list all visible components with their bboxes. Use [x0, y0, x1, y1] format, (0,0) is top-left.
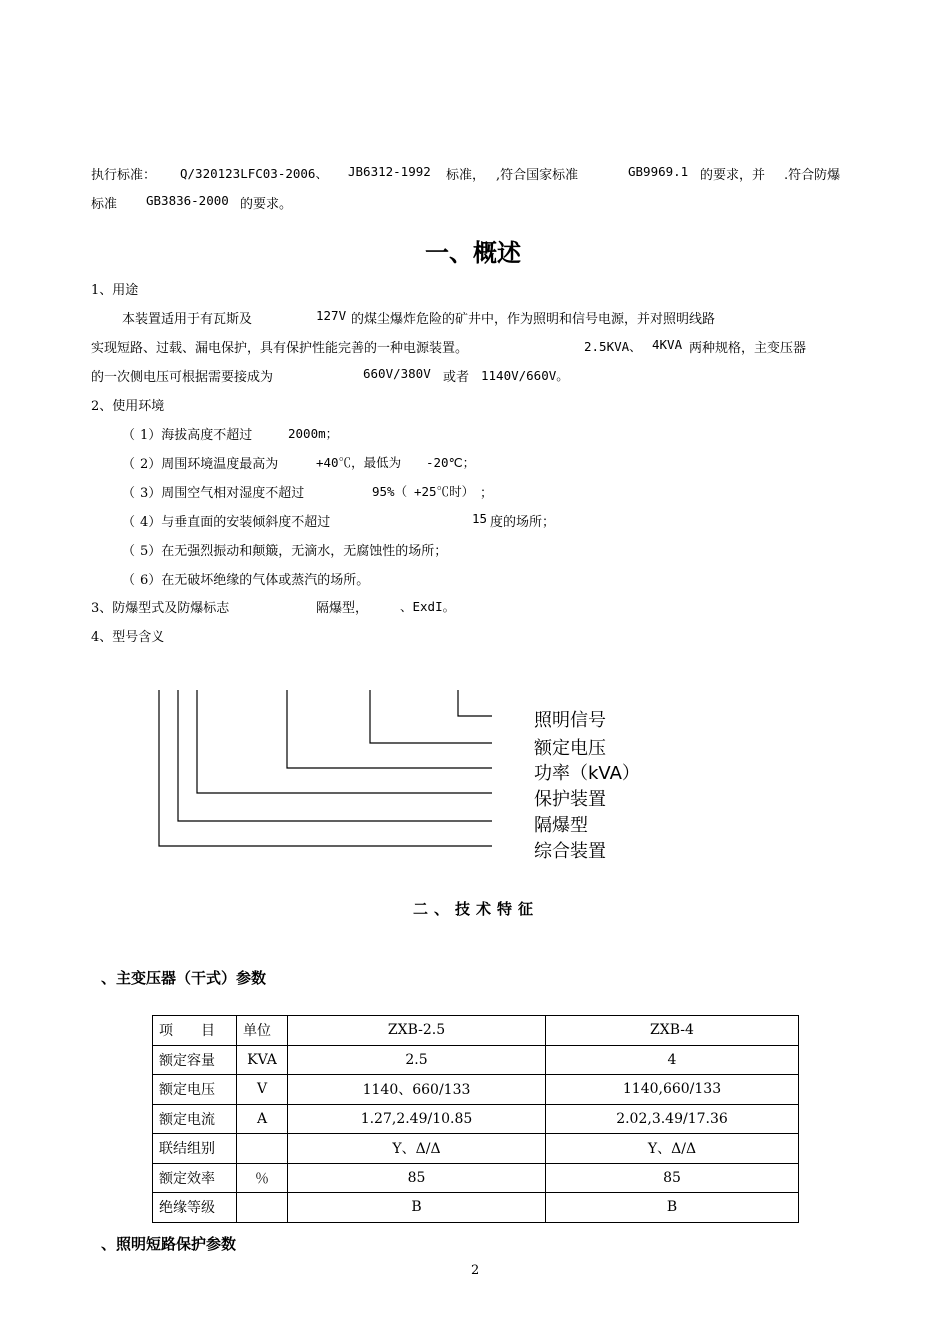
- body-text: 实现短路、过载、漏电保护，具有保护性能完善的一种电源装置。: [91, 341, 469, 356]
- table-row: [153, 1134, 799, 1164]
- body-text: 1140V/660V。: [481, 368, 569, 383]
- legend-label: 功率（kVA）: [534, 763, 640, 784]
- list-item: （: [122, 486, 136, 501]
- list-item: （: [122, 515, 136, 530]
- table-header-cell: 单位: [237, 1016, 288, 1046]
- intro-text: 标准: [91, 197, 118, 212]
- table-cell: 85: [288, 1163, 546, 1193]
- intro-text: JB6312-1992: [348, 164, 431, 179]
- body-text: 的煤尘爆炸危险的矿井中，作为照明和信号电源，并对照明线路: [351, 312, 716, 327]
- body-text: 的一次侧电压可根据需要接成为: [91, 370, 274, 385]
- list-item: +40℃，最低为: [316, 455, 402, 470]
- bracket-line: [287, 690, 492, 768]
- table-cell: 额定效率: [153, 1163, 237, 1193]
- list-item: （: [122, 573, 136, 588]
- table-row: [153, 1193, 799, 1223]
- legend-label: 综合装置: [534, 841, 606, 862]
- table-header-cell: 项 目: [153, 1016, 237, 1046]
- table-cell: Y、Δ/Δ: [288, 1134, 546, 1164]
- intro-text: 执行标准：: [91, 168, 157, 183]
- list-item: （: [122, 457, 136, 472]
- table-row: [153, 1075, 799, 1105]
- section-title: 一、概述: [425, 239, 521, 267]
- table-cell: 额定电流: [153, 1104, 237, 1134]
- legend-label: 隔爆型: [534, 815, 588, 836]
- table-cell: V: [237, 1075, 288, 1105]
- table-header-cell: ZXB-2.5: [288, 1016, 546, 1046]
- table-cell: [237, 1134, 288, 1164]
- intro-text: ,符合国家标准: [496, 168, 579, 183]
- list-item: 95%（: [372, 484, 408, 499]
- intro-text: 标准，: [446, 168, 486, 183]
- subsection-title: 、主变压器（干式）参数: [101, 969, 267, 987]
- bracket-line: [178, 690, 492, 821]
- list-item: 5）在无强烈振动和颠簸，无滴水，无腐蚀性的场所；: [140, 544, 448, 559]
- legend-label: 保护装置: [534, 789, 606, 810]
- table-cell: Y、Δ/Δ: [546, 1134, 799, 1164]
- list-item: 4）与垂直面的安装倾斜度不超过: [140, 515, 331, 530]
- list-item: +25℃时）: [414, 484, 475, 499]
- table-cell: 2.02,3.49/17.36: [546, 1104, 799, 1134]
- body-text: 660V/380V: [363, 366, 431, 381]
- body-text: 4KVA: [652, 337, 683, 352]
- table-cell: 85: [546, 1163, 799, 1193]
- intro-text: Q/320123LFC03-2006、: [180, 166, 328, 181]
- list-item: 3）周围空气相对湿度不超过: [140, 486, 305, 501]
- subsection-title: 、照明短路保护参数: [101, 1235, 237, 1253]
- table-cell: 2.5: [288, 1045, 546, 1075]
- body-text: 本装置适用于有瓦斯及: [122, 312, 253, 327]
- table-cell: 1140,660/133: [546, 1075, 799, 1105]
- list-item: 度的场所；: [490, 515, 556, 530]
- list-item: 2000m；: [288, 426, 339, 441]
- body-text: 127V: [316, 308, 347, 323]
- section-title: 二、技术特征: [413, 900, 540, 918]
- body-text: 2.5KVA、: [584, 339, 642, 354]
- paragraph-heading: 3、防爆型式及防爆标志: [91, 601, 230, 616]
- list-item: ；: [480, 486, 494, 501]
- table-row: [153, 1163, 799, 1193]
- table-cell: 1.27,2.49/10.85: [288, 1104, 546, 1134]
- legend-label: 额定电压: [534, 738, 606, 759]
- intro-text: .符合防爆: [784, 168, 841, 183]
- body-text: 或者: [443, 370, 470, 385]
- table-cell: 额定容量: [153, 1045, 237, 1075]
- table-row: [153, 1104, 799, 1134]
- paragraph-heading: 1、用途: [91, 283, 139, 298]
- body-text: 两种规格，主变压器: [689, 341, 807, 356]
- table-cell: 4: [546, 1045, 799, 1075]
- intro-text: GB9969.1: [628, 164, 689, 179]
- table-cell: B: [546, 1193, 799, 1223]
- list-item: 1）海拔高度不超过: [140, 428, 253, 443]
- legend-label: 照明信号: [534, 710, 606, 731]
- intro-text: GB3836-2000: [146, 193, 229, 208]
- table-cell: B: [288, 1193, 546, 1223]
- paragraph-heading: 2、使用环境: [91, 399, 165, 414]
- table-header-cell: ZXB-4: [546, 1016, 799, 1046]
- table-cell: 绝缘等级: [153, 1193, 237, 1223]
- table-cell: [237, 1193, 288, 1223]
- table-cell: ％: [237, 1163, 288, 1193]
- page-number: 2: [471, 1263, 480, 1278]
- body-text: 、ExdI。: [400, 599, 456, 614]
- paragraph-heading: 4、型号含义: [91, 630, 165, 645]
- transformer-params-table: [152, 1015, 799, 1223]
- table-row: [153, 1045, 799, 1075]
- table-header-row: [153, 1016, 799, 1046]
- table-cell: KVA: [237, 1045, 288, 1075]
- intro-text: 的要求，并: [700, 168, 766, 183]
- model-code-diagram: [150, 690, 500, 855]
- list-item: （: [122, 544, 136, 559]
- list-item: 2）周围环境温度最高为: [140, 457, 279, 472]
- table-cell: A: [237, 1104, 288, 1134]
- list-item: 6）在无破坏绝缘的气体或蒸汽的场所。: [140, 573, 370, 588]
- intro-text: 的要求。: [240, 197, 293, 212]
- list-item: （: [122, 428, 136, 443]
- bracket-line: [458, 690, 492, 716]
- bracket-line: [197, 690, 492, 793]
- table-cell: 1140、660/133: [288, 1075, 546, 1105]
- table-cell: 联结组别: [153, 1134, 237, 1164]
- body-text: 隔爆型，: [316, 601, 369, 616]
- list-item: 15: [472, 511, 488, 526]
- table-cell: 额定电压: [153, 1075, 237, 1105]
- list-item: -20℃；: [426, 455, 476, 470]
